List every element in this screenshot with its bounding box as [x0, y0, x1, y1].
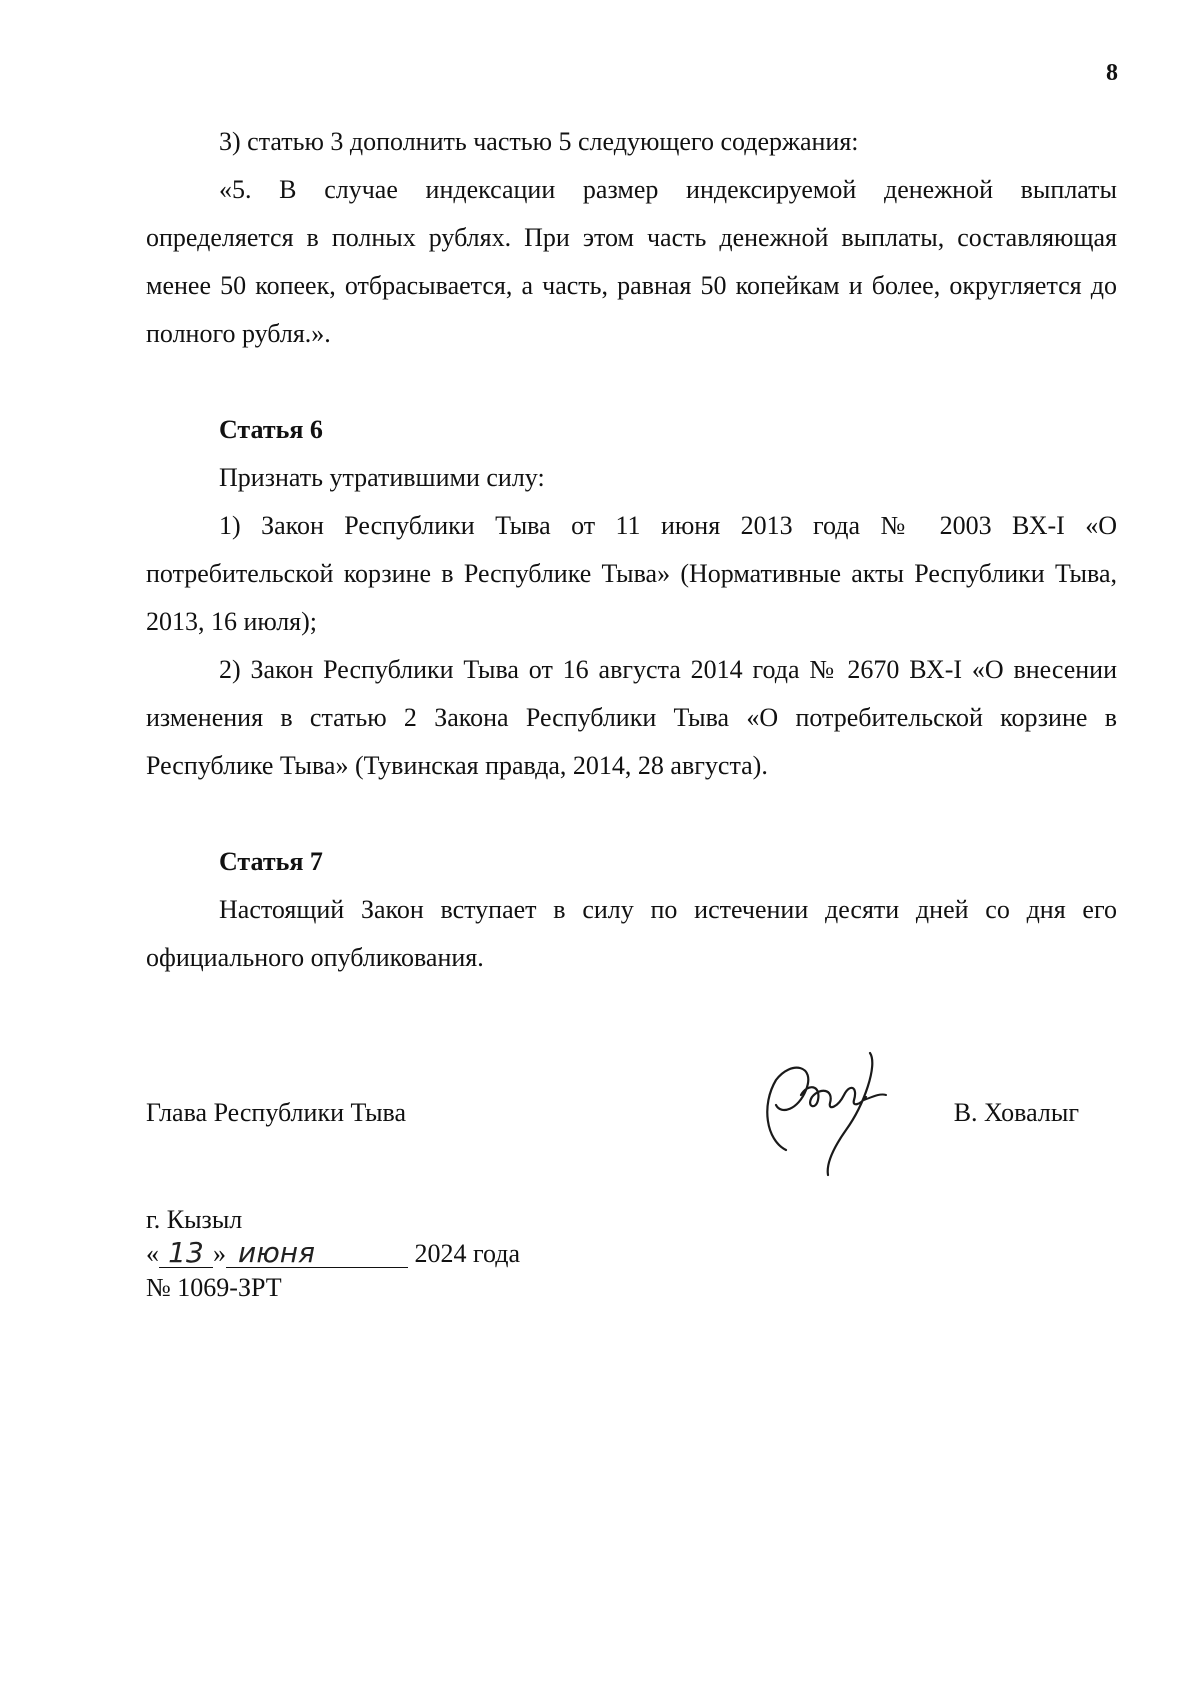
document-body — [146, 118, 1117, 982]
handwritten-signature — [746, 1045, 896, 1190]
article-6-heading: Статья 6 — [219, 415, 323, 444]
article-6-item-2: 2) Закон Республики Тыва от 16 августа 2014 года № 2670 ВХ-I «О внесении изменения в статью 2 Закона Республики Тыва «О потребительской корзине в Республике Тыва» (Тувинская правда, 2014, 28 августа). — [146, 655, 1117, 780]
signature-row — [146, 1090, 1117, 1150]
document-footer — [146, 1203, 520, 1305]
date-line — [146, 1237, 520, 1271]
date-quote-open: « — [146, 1239, 159, 1268]
date-quote-close: » — [213, 1239, 226, 1268]
law-number: № 1069-ЗРТ — [146, 1273, 282, 1302]
article-7-heading: Статья 7 — [219, 847, 323, 876]
date-year: 2024 года — [414, 1239, 521, 1268]
signatory-name: В. Ховалыг — [953, 1098, 1079, 1127]
page-number: 8 — [1106, 60, 1118, 86]
article-6-item-1: 1) Закон Республики Тыва от 11 июня 2013 года № 2003 ВХ-I «О потребительской корзине в Республике Тыва» (Нормативные акты Республики Тыва, 2013, 16 июля); — [146, 511, 1117, 636]
handwritten-day: 13 — [159, 1239, 213, 1268]
article-6-intro: Признать утратившими силу: — [219, 463, 545, 492]
paragraph-item-3: 3) статью 3 дополнить частью 5 следующего содержания: — [219, 127, 859, 156]
signatory-title: Глава Республики Тыва — [146, 1098, 407, 1127]
handwritten-month: июня — [226, 1239, 408, 1268]
paragraph-quote-5: «5. В случае индексации размер индексируемой денежной выплаты определяется в полных рублях. При этом часть денежной выплаты, составляющая менее 50 копеек, отбрасывается, а часть, равная 50 копейкам и более, округляется до полного рубля.». — [146, 175, 1117, 348]
article-7-text: Настоящий Закон вступает в силу по истечении десяти дней со дня его официального опубликования. — [146, 895, 1117, 972]
city-line: г. Кызыл — [146, 1205, 243, 1234]
